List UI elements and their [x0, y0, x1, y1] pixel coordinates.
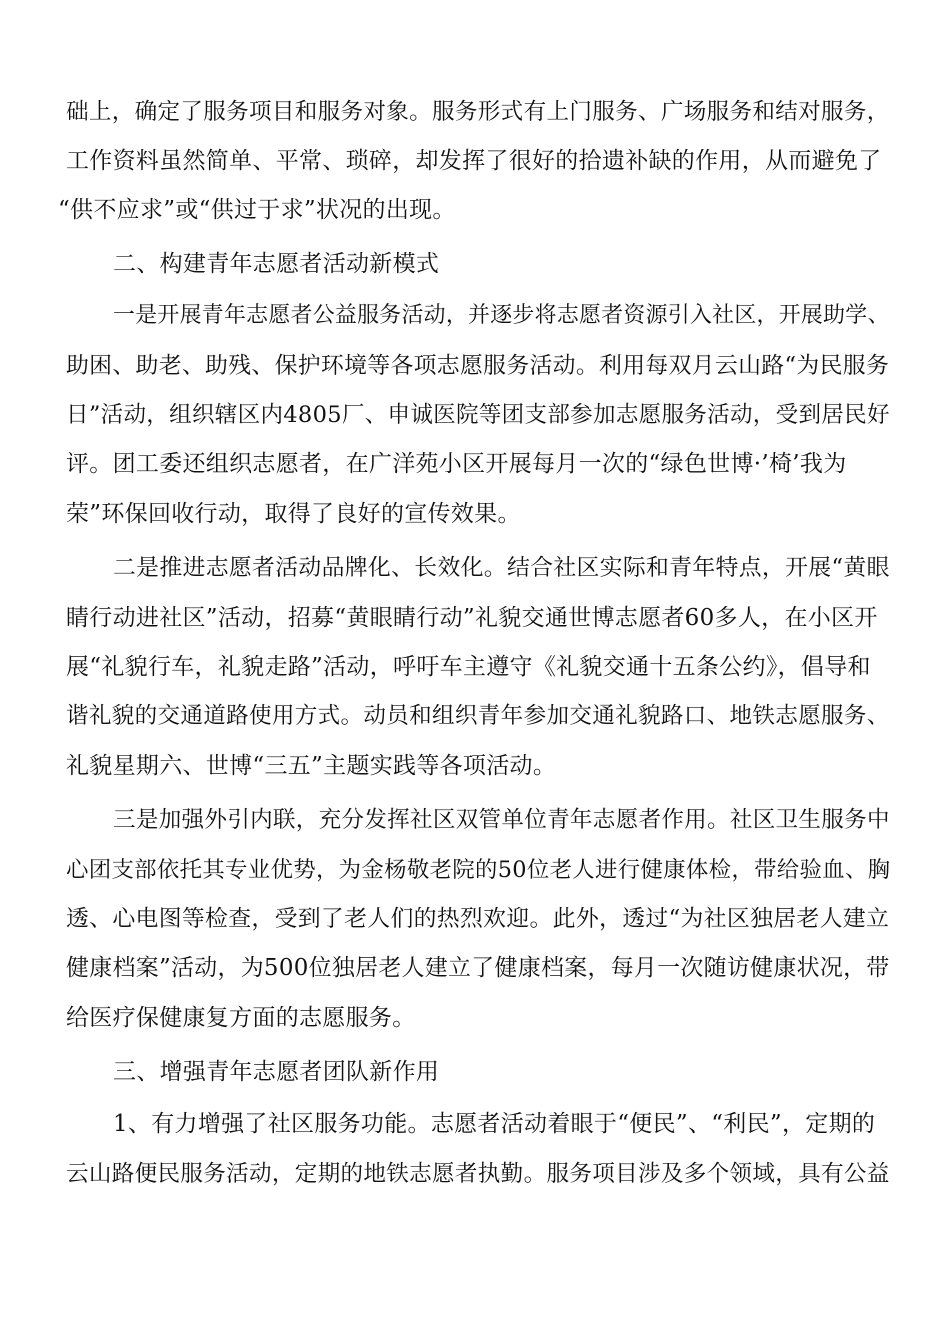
paragraph-line: 荣”环保回收行动，取得了良好的宣传效果。 [66, 501, 521, 527]
paragraph-line: 一是开展青年志愿者公益服务活动，并逐步将志愿者资源引入社区，开展助学、 [113, 303, 890, 328]
paragraph-line: 健康档案”活动，为500位独居老人建立了健康档案，每月一次随访健康状况，带 [66, 955, 890, 981]
paragraph-line: 工作资料虽然简单、平常、琐碎，却发挥了很好的拾遗补缺的作用，从而避免了 [66, 148, 882, 174]
section-heading: 二、构建青年志愿者活动新模式 [113, 251, 440, 277]
paragraph-line: 谐礼貌的交通道路使用方式。动员和组织青年参加交通礼貌路口、地铁志愿服务、 [66, 703, 890, 729]
paragraph-line: 展“礼貌行车，礼貌走路”活动，呼吁车主遵守《礼貌交通十五条公约》，倡导和 [66, 654, 871, 680]
section-heading: 三、增强青年志愿者团队新作用 [113, 1059, 440, 1085]
paragraph-line: 三是加强外引内联，充分发挥社区双管单位青年志愿者作用。社区卫生服务中 [113, 807, 890, 833]
paragraph-line: 1、有力增强了社区服务功能。志愿者活动着眼于“便民”、“利民”，定期的 [113, 1111, 876, 1137]
paragraph-line: 础上，确定了服务项目和服务对象。服务形式有上门服务、广场服务和结对服务， [66, 99, 890, 125]
paragraph-line: 日”活动，组织辖区内4805厂、申诚医院等团支部参加志愿服务活动，受到居民好 [66, 402, 890, 428]
paragraph-line: 睛行动进社区”活动，招募“黄眼睛行动”礼貌交通世博志愿者60多人，在小区开 [66, 605, 878, 631]
paragraph-line: 心团支部依托其专业优势，为金杨敬老院的50位老人进行健康体检，带给验血、胸 [66, 857, 891, 883]
paragraph-line: 礼貌星期六、世博“三五”主题实践等各项活动。 [66, 753, 557, 779]
paragraph-line: 助困、助老、助残、保护环境等各项志愿服务活动。利用每双月云山路“为民服务 [66, 353, 890, 379]
paragraph-line: 给医疗保健康复方面的志愿服务。 [66, 1005, 416, 1031]
paragraph-line: 透、心电图等检查，受到了老人们的热烈欢迎。此外，透过“为社区独居老人建立 [66, 906, 890, 932]
paragraph-line: 二是推进志愿者活动品牌化、长效化。结合社区实际和青年特点，开展“黄眼 [113, 555, 890, 581]
paragraph-line: “供不应求”或“供过于求”状况的出现。 [58, 197, 456, 223]
paragraph-line: 评。团工委还组织志愿者，在广洋苑小区开展每月一次的“绿色世博·’椅’我为 [66, 451, 847, 477]
paragraph-line: 云山路便民服务活动，定期的地铁志愿者执勤。服务项目涉及多个领域，具有公益 [66, 1161, 890, 1187]
